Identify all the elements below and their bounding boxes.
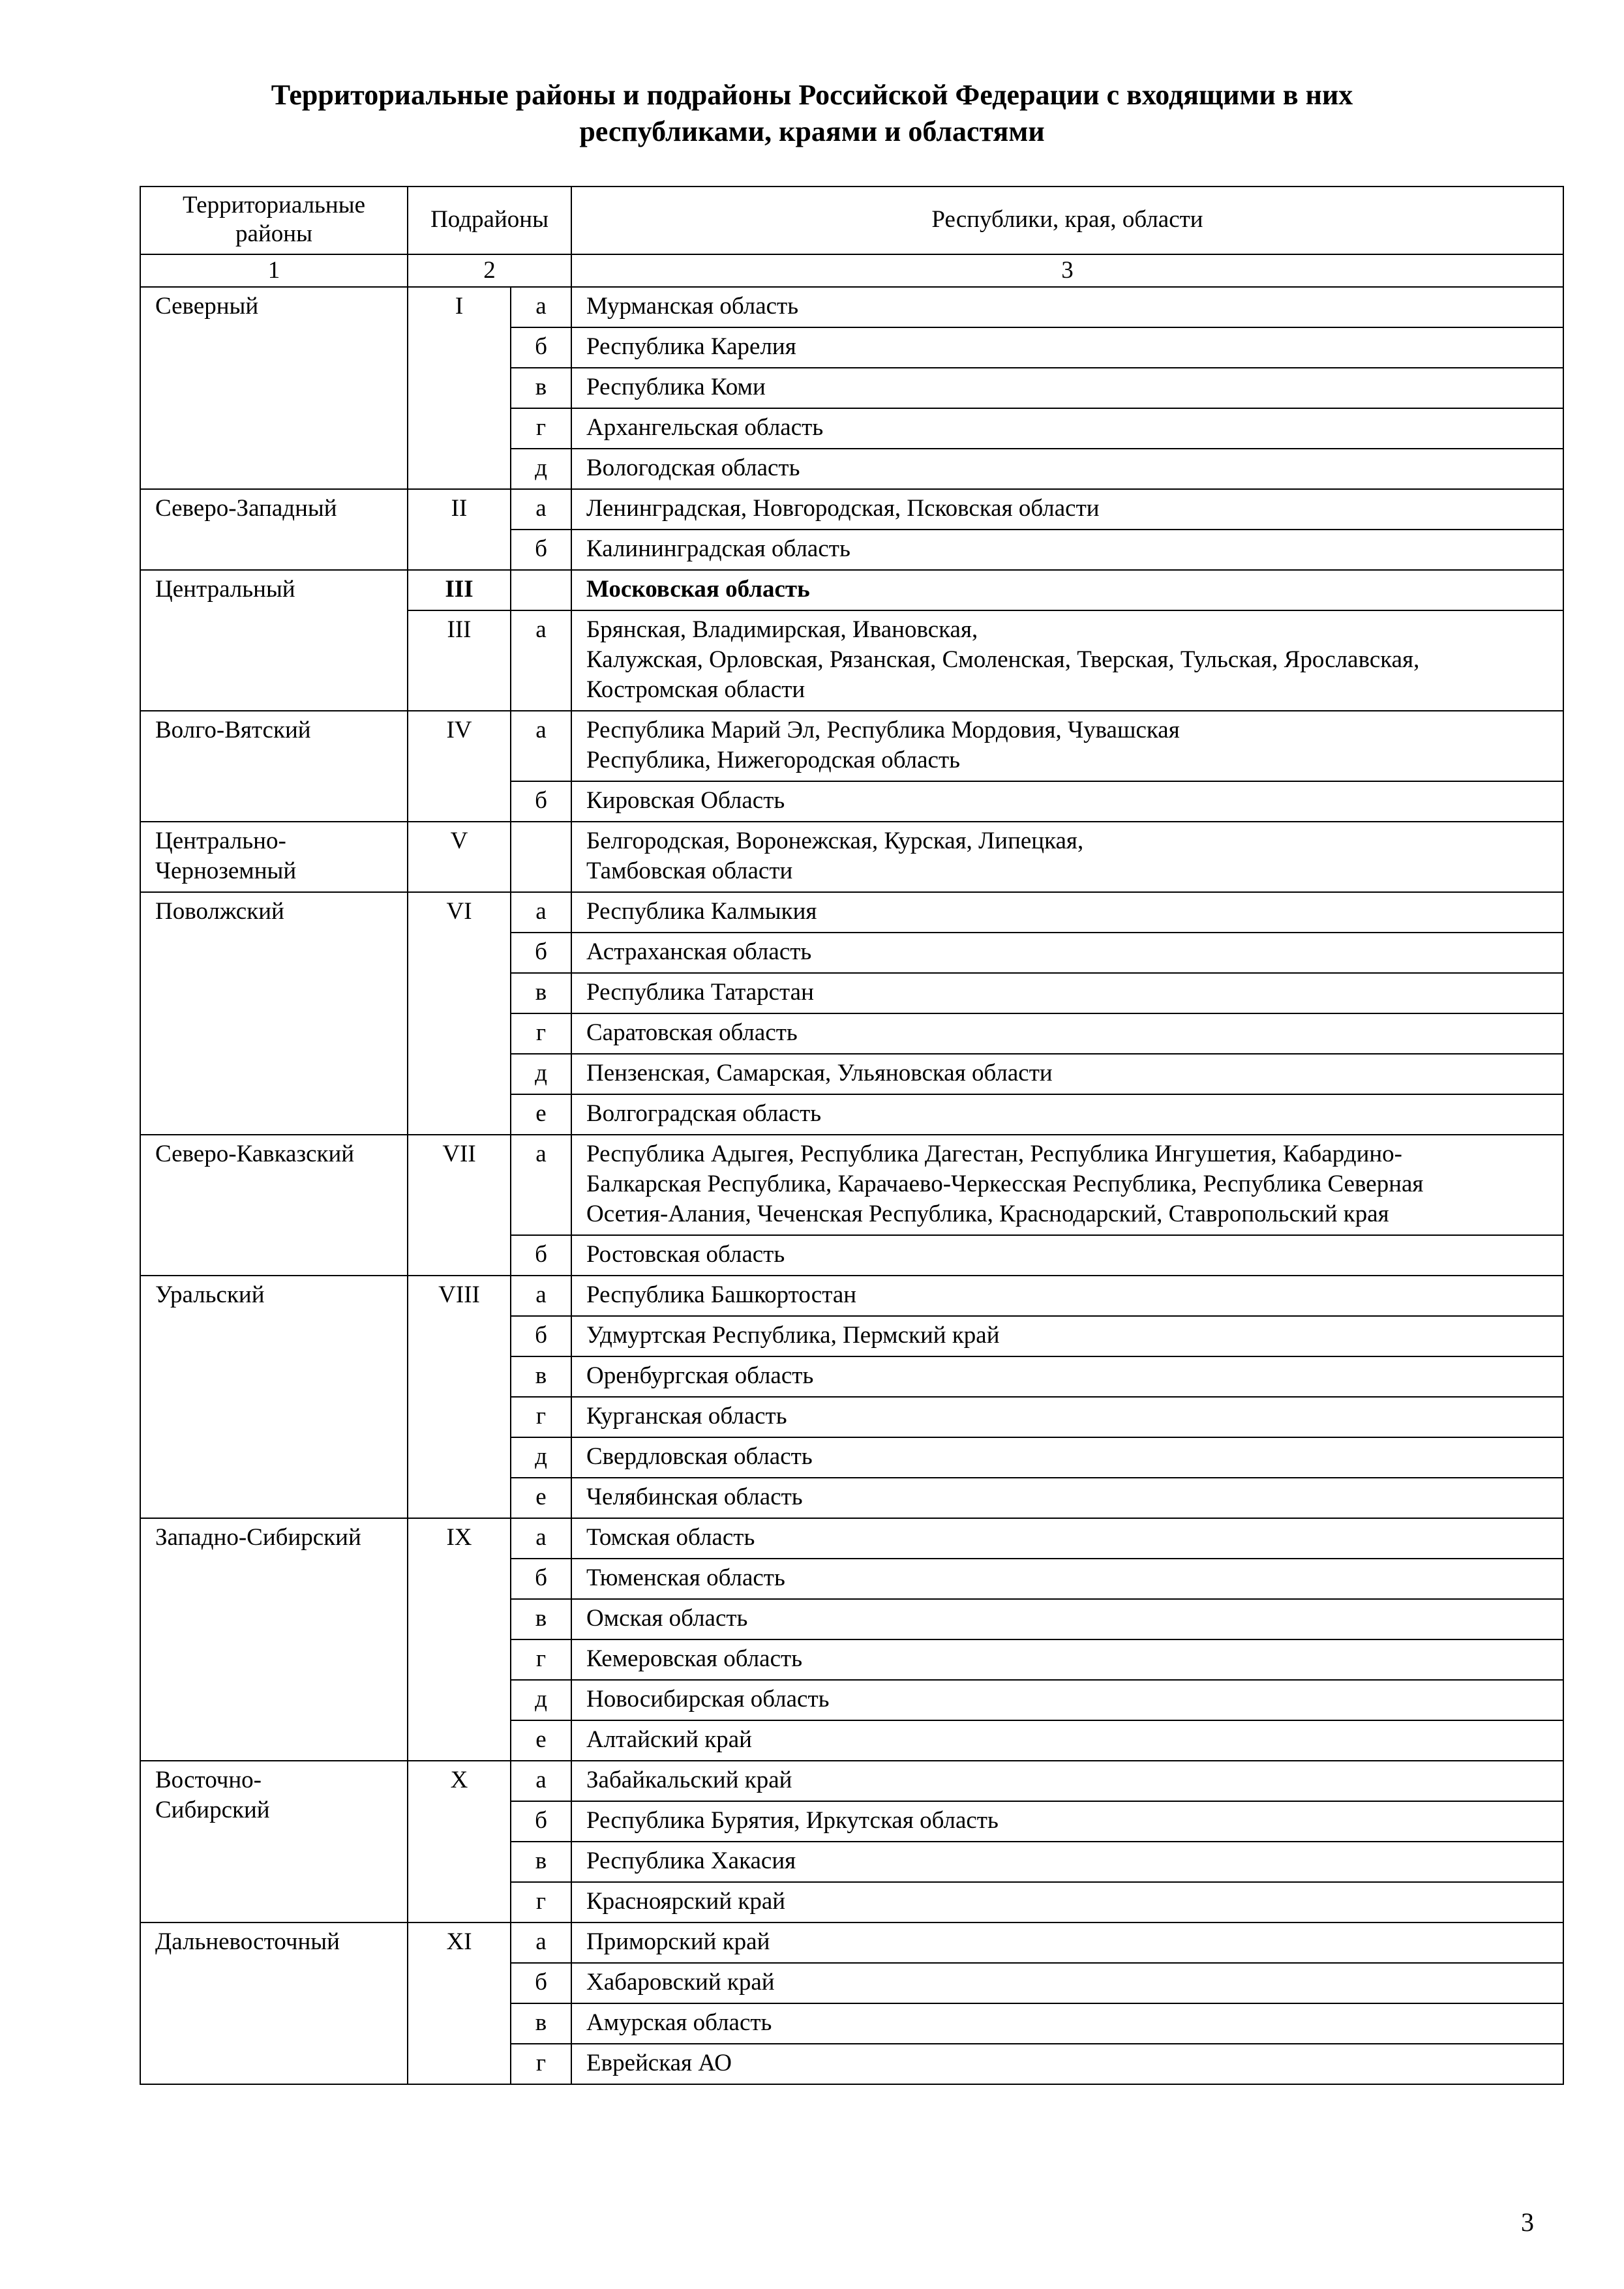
subregion-letter: б bbox=[511, 1316, 571, 1356]
table-row bbox=[140, 1518, 1563, 1559]
table-row bbox=[140, 287, 1563, 327]
subregion-letter: д bbox=[511, 449, 571, 489]
subregion-letter: б bbox=[511, 933, 571, 973]
subregion-letter: г bbox=[511, 1397, 571, 1437]
subregion-letter: г bbox=[511, 2044, 571, 2084]
subjects-line: Республика Адыгея, Республика Дагестан, Республика Ингушетия, Кабардино- bbox=[586, 1141, 1402, 1167]
subjects-line: Балкарская Республика, Карачаево-Черкесская Республика, Республика Северная bbox=[586, 1171, 1424, 1197]
subjects-cell: Оренбургская область bbox=[571, 1356, 1563, 1397]
subjects-cell: Приморский край bbox=[571, 1922, 1563, 1963]
subregion-letter: а bbox=[511, 892, 571, 933]
subregion-number: VII bbox=[408, 1135, 511, 1276]
subjects-cell: Амурская область bbox=[571, 2003, 1563, 2044]
subregion-letter: а bbox=[511, 711, 571, 781]
region-name: Поволжский bbox=[140, 892, 408, 1135]
subregion-number: IV bbox=[408, 711, 511, 822]
subjects-cell: Саратовская область bbox=[571, 1013, 1563, 1054]
subregion-letter: б bbox=[511, 327, 571, 368]
subjects-cell: Астраханская область bbox=[571, 933, 1563, 973]
subjects-line: Калужская, Орловская, Рязанская, Смоленская, Тверская, Тульская, Ярославская, bbox=[586, 646, 1420, 673]
region-name bbox=[140, 1761, 408, 1922]
subregion-letter: в bbox=[511, 1842, 571, 1882]
subjects-cell: Вологодская область bbox=[571, 449, 1563, 489]
subregion-letter: б bbox=[511, 1559, 571, 1599]
subjects-cell: Кемеровская область bbox=[571, 1639, 1563, 1680]
subjects-line: Республика, Нижегородская область bbox=[586, 747, 960, 773]
page-number: 3 bbox=[1521, 2207, 1534, 2237]
table-row bbox=[140, 711, 1563, 781]
subregion-letter: г bbox=[511, 1013, 571, 1054]
region-name-line: Сибирский bbox=[155, 1797, 270, 1823]
subregion-letter: г bbox=[511, 1639, 571, 1680]
table-row bbox=[140, 570, 1563, 610]
region-name-line: Черноземный bbox=[155, 858, 297, 884]
subregion-letter: д bbox=[511, 1680, 571, 1720]
subregion-number: VI bbox=[408, 892, 511, 1135]
subregion-letter: е bbox=[511, 1478, 571, 1518]
subjects-cell: Калининградская область bbox=[571, 530, 1563, 570]
subjects-cell: Республика Бурятия, Иркутская область bbox=[571, 1801, 1563, 1842]
column-numbers-row bbox=[140, 254, 1563, 287]
title-line-1: Территориальные районы и подрайоны Российской Федерации с входящими в них bbox=[271, 79, 1353, 111]
subjects-cell: Ленинградская, Новгородская, Псковская области bbox=[571, 489, 1563, 530]
subjects-cell: Республика Карелия bbox=[571, 327, 1563, 368]
subjects-cell: Республика Коми bbox=[571, 368, 1563, 408]
table-row bbox=[140, 822, 1563, 892]
subjects-cell: Омская область bbox=[571, 1599, 1563, 1639]
header-subjects: Республики, края, области bbox=[571, 187, 1563, 254]
subjects-cell: Республика Башкортостан bbox=[571, 1276, 1563, 1316]
title-line-2: республиками, краями и областями bbox=[579, 115, 1045, 147]
subjects-line: Костромская области bbox=[586, 676, 805, 703]
subregion-number: X bbox=[408, 1761, 511, 1922]
subregion-letter: а bbox=[511, 1518, 571, 1559]
table-header-row bbox=[140, 187, 1563, 254]
column-number-1: 1 bbox=[140, 254, 408, 287]
subregion-number: III bbox=[408, 610, 511, 711]
subjects-cell: Московская область bbox=[571, 570, 1563, 610]
subjects-line: Белгородская, Воронежская, Курская, Липецкая, bbox=[586, 828, 1084, 854]
region-name: Северный bbox=[140, 287, 408, 489]
subjects-cell: Республика Калмыкия bbox=[571, 892, 1563, 933]
subjects-cell: Республика Хакасия bbox=[571, 1842, 1563, 1882]
table-row bbox=[140, 892, 1563, 933]
subregion-letter: б bbox=[511, 1963, 571, 2003]
table-row bbox=[140, 489, 1563, 530]
region-name-line: Восточно- bbox=[155, 1767, 262, 1793]
subregion-number: III bbox=[408, 570, 511, 610]
subregion-letter: в bbox=[511, 2003, 571, 2044]
subregion-letter: а bbox=[511, 489, 571, 530]
subregion-letter bbox=[511, 570, 571, 610]
column-number-2: 2 bbox=[408, 254, 571, 287]
subregion-number: VIII bbox=[408, 1276, 511, 1518]
subjects-cell: Алтайский край bbox=[571, 1720, 1563, 1761]
header-subregions: Подрайоны bbox=[408, 187, 571, 254]
subjects-cell bbox=[571, 610, 1563, 711]
column-number-3: 3 bbox=[571, 254, 1563, 287]
subregion-letter bbox=[511, 822, 571, 892]
subjects-line: Республика Марий Эл, Республика Мордовия, Чувашская bbox=[586, 717, 1180, 743]
region-name: Центральный bbox=[140, 570, 408, 711]
subregion-letter: в bbox=[511, 973, 571, 1013]
subregion-number: I bbox=[408, 287, 511, 489]
subjects-cell: Еврейская АО bbox=[571, 2044, 1563, 2084]
subregion-letter: г bbox=[511, 1882, 571, 1922]
region-name bbox=[140, 822, 408, 892]
subjects-cell: Курганская область bbox=[571, 1397, 1563, 1437]
region-name: Волго-Вятский bbox=[140, 711, 408, 822]
subregion-letter: б bbox=[511, 1801, 571, 1842]
subjects-cell: Удмуртская Республика, Пермский край bbox=[571, 1316, 1563, 1356]
subregion-letter: а bbox=[511, 1135, 571, 1235]
subjects-cell: Республика Татарстан bbox=[571, 973, 1563, 1013]
subjects-cell: Мурманская область bbox=[571, 287, 1563, 327]
subjects-cell: Забайкальский край bbox=[571, 1761, 1563, 1801]
subregion-letter: б bbox=[511, 1235, 571, 1276]
subregion-letter: в bbox=[511, 1356, 571, 1397]
region-name: Западно-Сибирский bbox=[140, 1518, 408, 1761]
header-regions: Территориальные районы bbox=[140, 187, 408, 254]
subjects-cell: Ростовская область bbox=[571, 1235, 1563, 1276]
subjects-line: Осетия-Алания, Чеченская Республика, Краснодарский, Ставропольский края bbox=[586, 1201, 1389, 1227]
table-row bbox=[140, 1135, 1563, 1235]
region-name: Уральский bbox=[140, 1276, 408, 1518]
table-row bbox=[140, 1761, 1563, 1801]
region-name-line: Центрально- bbox=[155, 828, 286, 854]
table-row bbox=[140, 1922, 1563, 1963]
subregion-number: IX bbox=[408, 1518, 511, 1761]
subregion-letter: д bbox=[511, 1437, 571, 1478]
subjects-line: Тамбовская области bbox=[586, 858, 793, 884]
subregion-letter: е bbox=[511, 1720, 571, 1761]
subjects-cell: Волгоградская область bbox=[571, 1094, 1563, 1135]
page-title bbox=[130, 77, 1494, 150]
subregion-number: V bbox=[408, 822, 511, 892]
subjects-cell: Архангельская область bbox=[571, 408, 1563, 449]
subregion-letter: а bbox=[511, 1276, 571, 1316]
subjects-cell: Челябинская область bbox=[571, 1478, 1563, 1518]
subregion-letter: в bbox=[511, 368, 571, 408]
subregion-letter: е bbox=[511, 1094, 571, 1135]
subregion-number: II bbox=[408, 489, 511, 570]
subregion-letter: г bbox=[511, 408, 571, 449]
subregion-letter: б bbox=[511, 781, 571, 822]
subregion-letter: в bbox=[511, 1599, 571, 1639]
subregion-letter: д bbox=[511, 1054, 571, 1094]
subregion-letter: б bbox=[511, 530, 571, 570]
subjects-cell bbox=[571, 1135, 1563, 1235]
regions-table bbox=[140, 186, 1564, 2085]
subjects-cell: Кировская Область bbox=[571, 781, 1563, 822]
subjects-line: Брянская, Владимирская, Ивановская, bbox=[586, 616, 978, 643]
subjects-cell: Хабаровский край bbox=[571, 1963, 1563, 2003]
region-name: Северо-Кавказский bbox=[140, 1135, 408, 1276]
subjects-cell: Свердловская область bbox=[571, 1437, 1563, 1478]
subjects-cell: Новосибирская область bbox=[571, 1680, 1563, 1720]
subjects-cell: Красноярский край bbox=[571, 1882, 1563, 1922]
subjects-cell: Томская область bbox=[571, 1518, 1563, 1559]
region-name: Северо-Западный bbox=[140, 489, 408, 570]
subjects-cell bbox=[571, 711, 1563, 781]
subregion-letter: а bbox=[511, 1922, 571, 1963]
subregion-number: XI bbox=[408, 1922, 511, 2084]
region-name: Дальневосточный bbox=[140, 1922, 408, 2084]
subjects-cell: Пензенская, Самарская, Ульяновская области bbox=[571, 1054, 1563, 1094]
subregion-letter: а bbox=[511, 287, 571, 327]
table-row bbox=[140, 1276, 1563, 1316]
subjects-cell bbox=[571, 822, 1563, 892]
subjects-cell: Тюменская область bbox=[571, 1559, 1563, 1599]
subregion-letter: а bbox=[511, 1761, 571, 1801]
subregion-letter: а bbox=[511, 610, 571, 711]
